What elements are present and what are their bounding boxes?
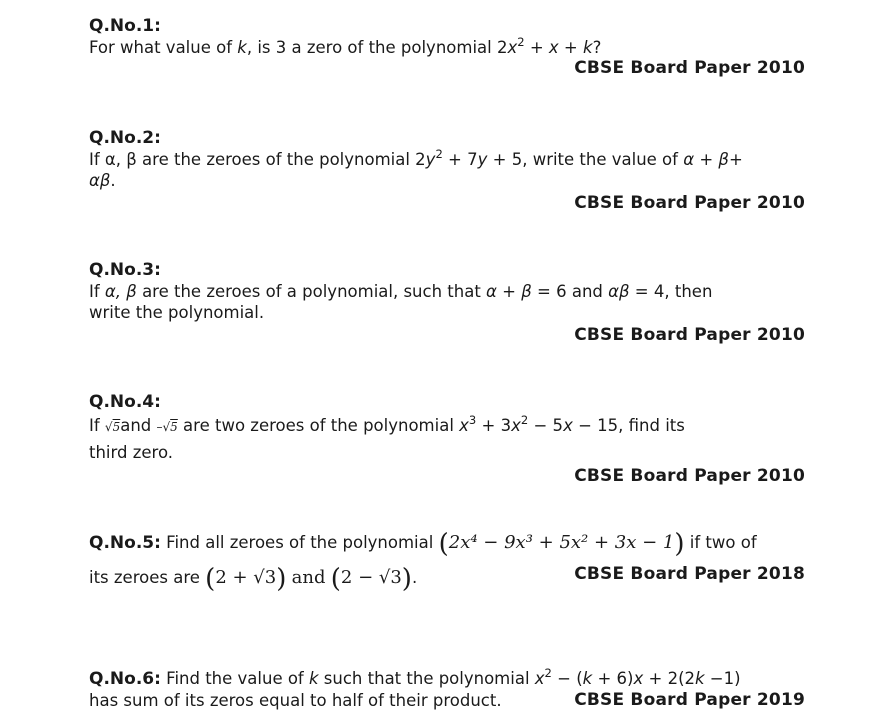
question-number: Q.No.6:: [89, 669, 161, 689]
question-6: [89, 665, 805, 711]
sqrt-5: √5: [104, 420, 121, 434]
question-number: Q.No.2:: [89, 128, 161, 148]
question-number: Q.No.1:: [89, 16, 161, 36]
question-text: Q.No.6: Find the value of k such that the polynomial $x^2 - (k + 6)x + 2(2k -1)$: [89, 665, 741, 689]
source-label: CBSE Board Paper 2010: [574, 466, 805, 486]
question-number: Q.No.3:: [89, 260, 161, 280]
question-3: [89, 260, 805, 346]
question-text-line2: αβ.: [89, 171, 116, 190]
question-text: If √5and –√5 are two zeroes of the polynomial $x^3 + 3x^2 - 5x - 15$, find its: [89, 412, 685, 435]
source-label: CBSE Board Paper 2010: [574, 58, 805, 78]
source-label: CBSE Board Paper 2010: [574, 193, 805, 213]
question-text: If α, β are the zeroes of a polynomial, such that α + β = 6 and αβ = 4, then: [89, 282, 713, 301]
question-text-line2: its zeroes are (2 + √3) and (2 − √3). CBSE Board Paper 2018: [89, 561, 805, 596]
source-label: CBSE Board Paper 2018: [574, 564, 805, 584]
question-text: If α, β are the zeroes of the polynomial $2y^2 + 7y + 5$, write the value of α + β+: [89, 146, 743, 169]
root-2: (2 − √3): [330, 564, 412, 594]
question-text: For what value of k, is 3 a zero of the polynomial $2x^2 + x + k$?: [89, 34, 602, 57]
question-5: [89, 526, 805, 596]
question-text-line2: third zero.: [89, 443, 174, 462]
question-1: [89, 16, 805, 79]
root-1: (2 + √3): [205, 564, 287, 594]
question-number: Q.No.4:: [89, 392, 161, 412]
question-number: Q.No.5:: [89, 533, 161, 553]
neg-sqrt-5: –√5: [156, 420, 178, 434]
source-label: CBSE Board Paper 2010: [574, 325, 805, 345]
question-text: Q.No.5: Find all zeroes of the polynomial (2x⁴ − 9x³ + 5x² + 3x − 1) if two of: [89, 529, 757, 559]
source-label: CBSE Board Paper 2019: [574, 690, 805, 710]
question-text-line2: has sum of its zeros equal to half of their product. CBSE Board Paper 2019: [89, 690, 805, 710]
question-2: [89, 128, 805, 214]
question-text-line2: write the polynomial.: [89, 303, 265, 322]
question-4: [89, 392, 805, 487]
polynomial-expression: (2x⁴ − 9x³ + 5x² + 3x − 1): [438, 529, 685, 559]
